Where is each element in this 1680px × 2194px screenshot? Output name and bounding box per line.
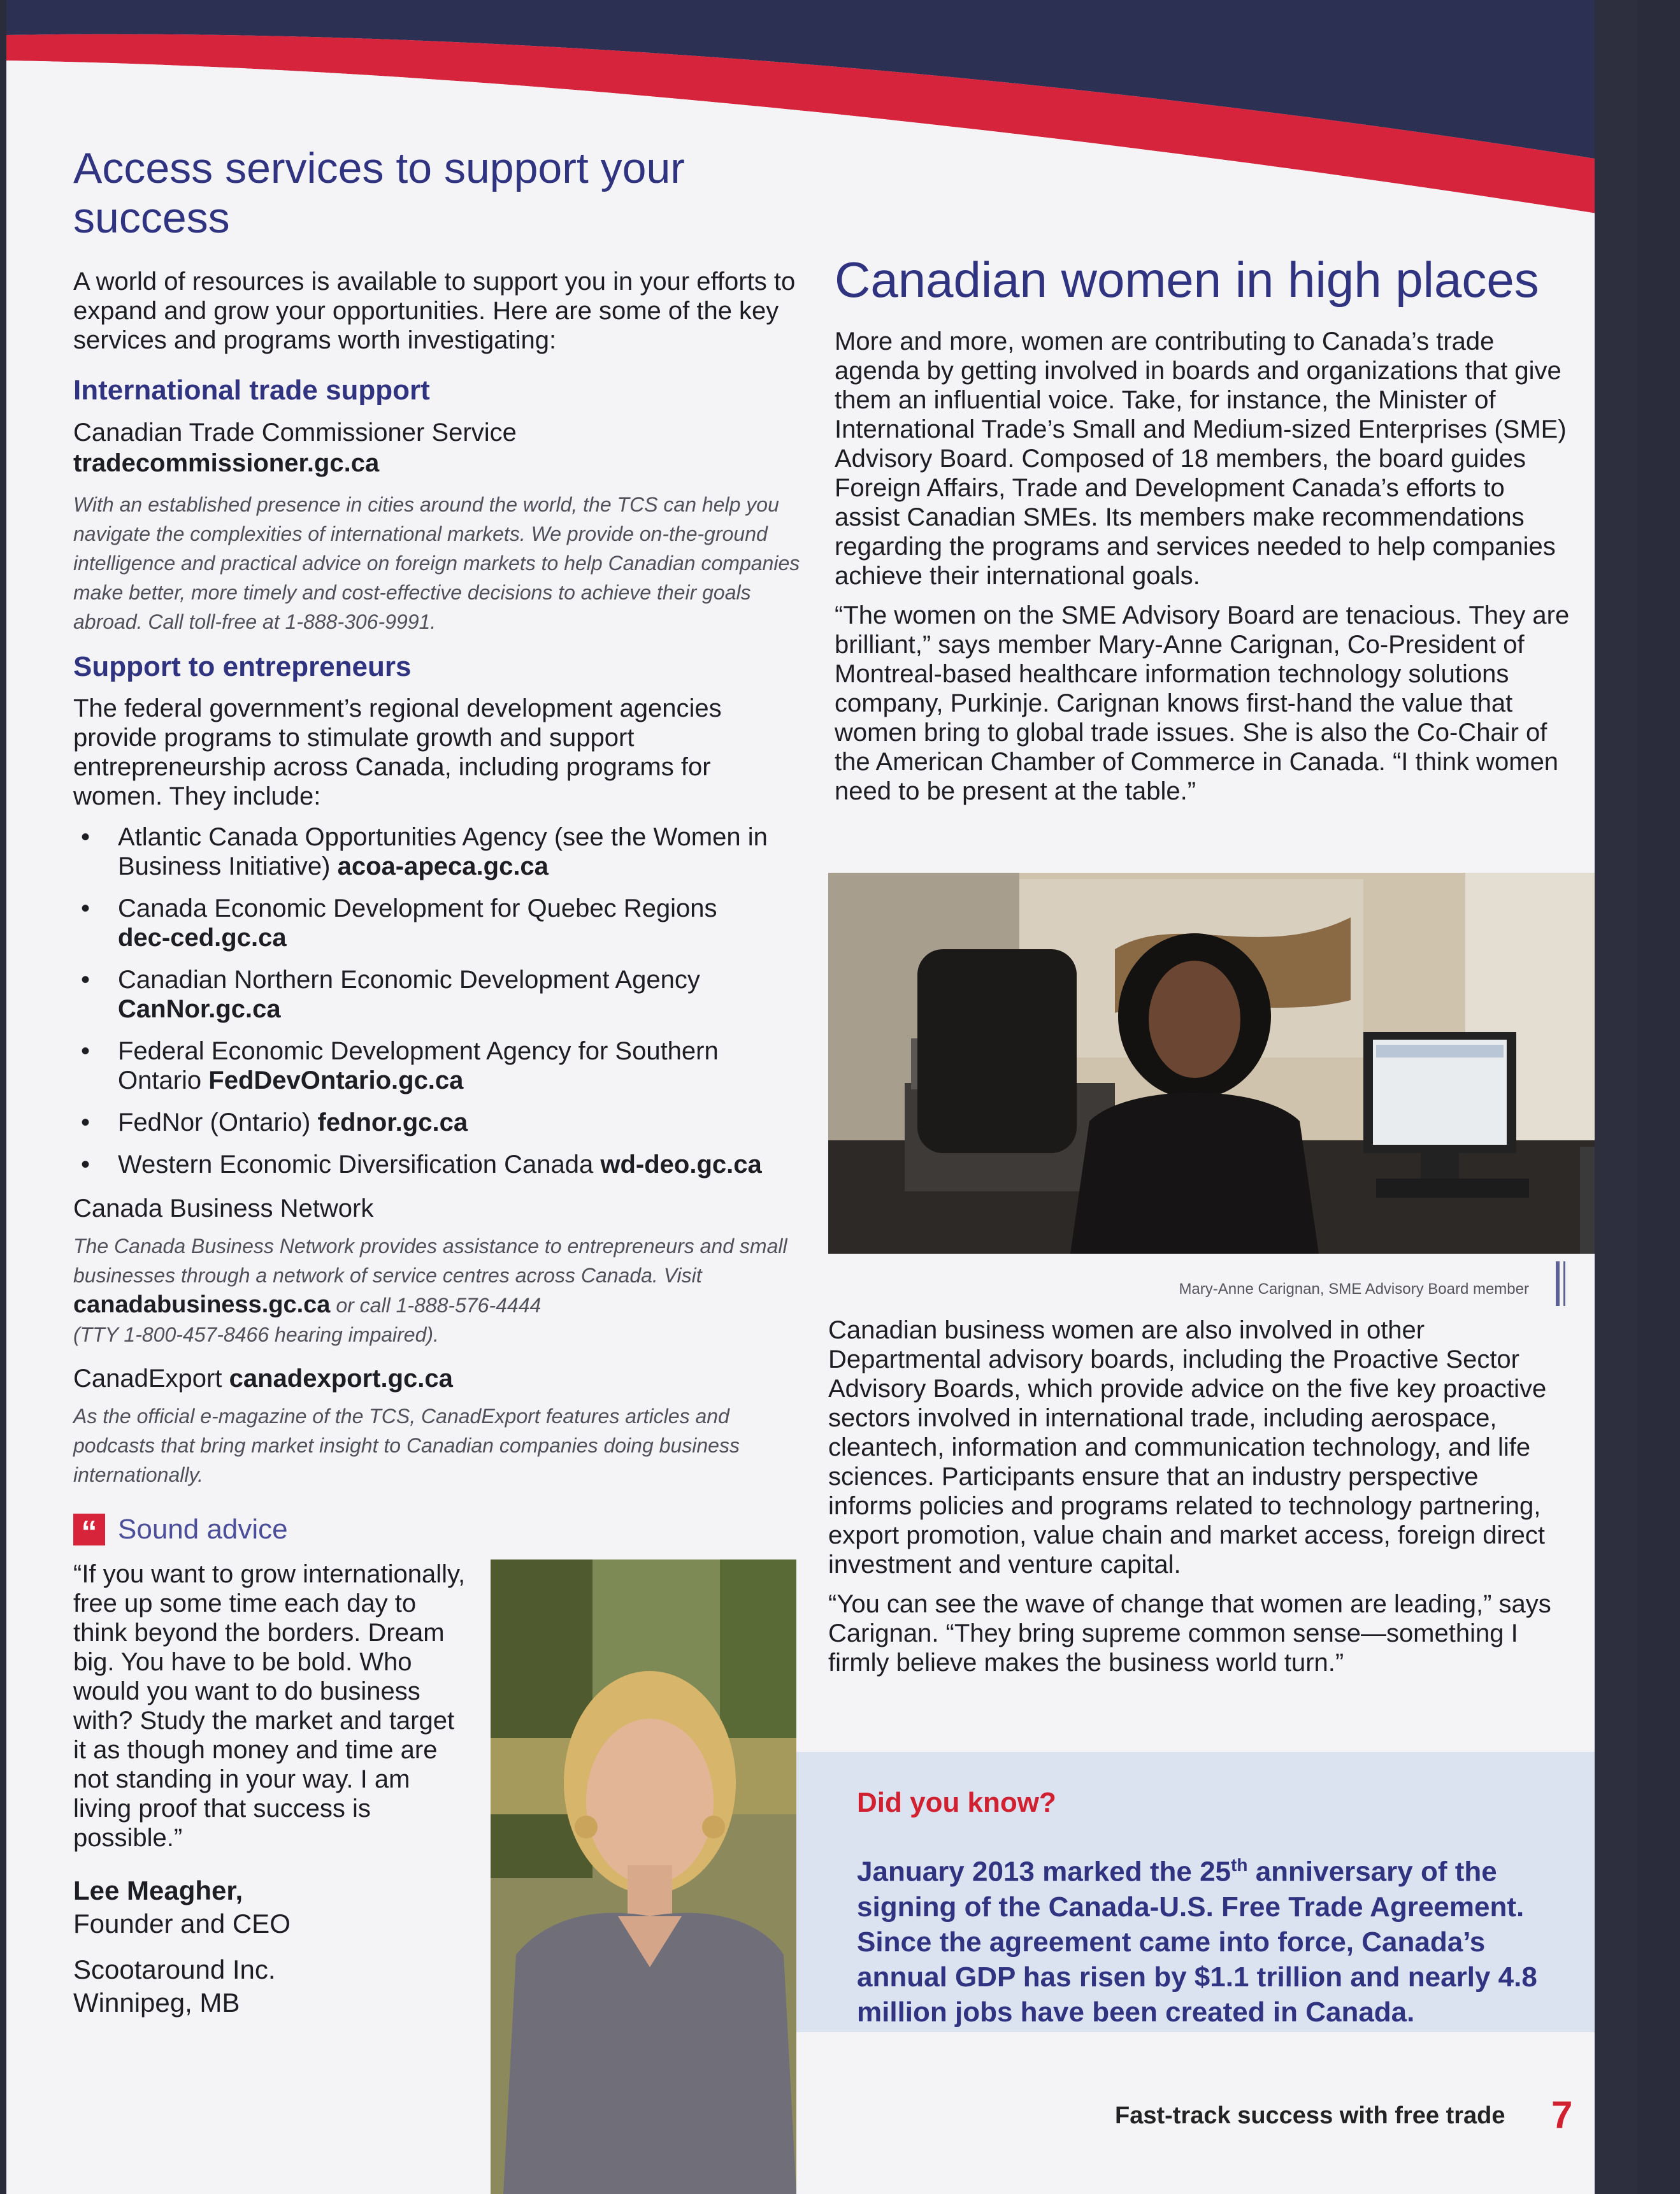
access-services-title: Access services to support your success [73, 144, 685, 242]
agency-name: Canada Economic Development for Quebec Regions [118, 894, 717, 922]
list-item [73, 1150, 803, 1179]
women-paragraph-3: Canadian business women are also involved in other Departmental advisory boards, including the Proactive Sector Advisory Boards, which provide advice on the five key proactive sectors involved in international trade, including aerospace, cleantech, information and communication technology, and life sciences. Participants ensure that an industry perspective informs policies and programs related to technology partnering, export promotion, value chain and market access, foreign direct investment and venture capital. [828, 1316, 1547, 1579]
did-you-know-box [796, 1752, 1637, 2032]
agency-name: Western Economic Diversification Canada [118, 1151, 594, 1179]
bullet-icon: • [81, 1108, 90, 1136]
footer-tagline: Fast-track success with free trade [1115, 2102, 1505, 2129]
tcs-link[interactable]: tradecommissioner.gc.ca [73, 449, 380, 477]
entrepreneurs-heading: Support to entrepreneurs [73, 651, 412, 682]
canadexport-description: As the official e-magazine of the TCS, CanadExport features articles and podcasts that bring market insight to Canadian companies doing business internationally. [73, 1405, 740, 1486]
tcs-description: With an established presence in cities around the world, the TCS can help you navigate the complexities of international markets. We provide on-the-ground intelligence and practical advice on foreign markets to help Canadian companies make better, more timely and cost-effective decisions to achieve their goals abroad. Call toll-free at 1-888-306-9991. [73, 493, 800, 633]
agency-name: Canadian Northern Economic Development Agency [118, 966, 700, 994]
cbn-visit: Visit [663, 1264, 702, 1287]
women-high-places-title: Canadian women in high places [835, 252, 1539, 308]
agency-link[interactable]: wd-deo.gc.ca [600, 1151, 762, 1179]
cbn-link[interactable]: canadabusiness.gc.ca [73, 1291, 331, 1318]
did-you-know-text [857, 1847, 1558, 2030]
page-number: 7 [1551, 2093, 1573, 2136]
cbn-name: Canada Business Network [73, 1194, 374, 1222]
quote-company: Scootaround Inc. [73, 1954, 276, 1984]
bullet-icon: • [81, 1151, 90, 1179]
lee-meagher-photo [491, 1559, 796, 2194]
bullet-icon: • [81, 966, 90, 994]
cbn-tty: (TTY 1-800-457-8466 hearing impaired). [73, 1323, 439, 1346]
women-paragraph-1: More and more, women are contributing to Canada’s trade agenda by getting involved in boards and organizations that give them an influential voice. Take, for instance, the Minister of International Trade’s Small and Medium-sized Enterprises (SME) Advisory Board. Composed of 18 members, the board guides Foreign Affairs, Trade and Development Canada’s efforts to assist Canadian SMEs. Its members make recommendations regarding the programs and services needed to help companies achieve their international goals. [835, 327, 1567, 590]
caption-divider [1563, 1261, 1565, 1306]
cbn-desc-text: The Canada Business Network provides assistance to entrepreneurs and small businesses through a network of service centres across Canada. [73, 1235, 787, 1287]
dyk-text-a: January 2013 marked the 25 [857, 1856, 1231, 1888]
magazine-page [6, 0, 1637, 2194]
bullet-icon: • [81, 894, 90, 922]
agency-name: FedNor (Ontario) [118, 1108, 311, 1136]
agency-name: Atlantic Canada Opportunities Agency (see the Women in Business Initiative) [118, 823, 768, 880]
canadexport-link[interactable]: canadexport.gc.ca [229, 1365, 453, 1393]
intro-paragraph: A world of resources is available to support you in your efforts to expand and grow your opportunities. Here are some of the key services and programs worth investigating: [73, 268, 796, 354]
list-item [73, 1036, 803, 1095]
intl-trade-heading: International trade support [73, 375, 430, 406]
quote-city: Winnipeg, MB [73, 1988, 240, 2018]
sound-advice-quote: “If you want to grow internationally, free up some time each day to think beyond the borders. Dream big. You have to be bold. Who would you want to do business with? Study the market and target it as though money and time are not standing in your way. I am living proof that success is possible.” [73, 1560, 466, 1852]
right-column-lower [828, 1316, 1567, 1677]
cbn-description [73, 1231, 803, 1349]
agency-link[interactable]: fednor.gc.ca [317, 1108, 468, 1136]
canadexport-line [73, 1363, 803, 1394]
agency-link[interactable]: FedDevOntario.gc.ca [208, 1066, 464, 1094]
list-item [73, 822, 803, 881]
quote-author-role: Founder and CEO [73, 1909, 291, 1939]
women-paragraph-4: “You can see the wave of change that women are leading,” says Carignan. “They bring supreme common sense—something I firmly believe makes the business world turn.” [828, 1590, 1551, 1677]
agency-link[interactable]: CanNor.gc.ca [118, 995, 281, 1023]
dyk-superscript: th [1231, 1855, 1248, 1875]
did-you-know-title: Did you know? [857, 1787, 1056, 1818]
quote-icon: “ [73, 1514, 105, 1545]
caption-divider [1556, 1261, 1560, 1306]
cbn-call: or call 1-888-576-4444 [336, 1294, 542, 1317]
bullet-icon: • [81, 1037, 90, 1065]
entrepreneurs-intro: The federal government’s regional development agencies provide programs to stimulate growth and support entrepreneurship across Canada, including programs for women. They include: [73, 694, 722, 810]
photo-caption: Mary-Anne Carignan, SME Advisory Board member [1179, 1280, 1529, 1298]
list-item [73, 894, 803, 952]
sound-advice-header [73, 1514, 803, 1550]
women-paragraph-2: “The women on the SME Advisory Board are tenacious. They are brilliant,” says member Mary-Anne Carignan, Co-President of Montreal-based healthcare information technology solutions company, Purkinje. Carignan knows first-hand the value that women bring to global trade issues. She is also the Co-Chair of the American Chamber of Commerce in Canada. “I think women need to be present at the table.” [835, 601, 1570, 805]
quote-author: Lee Meagher, [73, 1875, 243, 1905]
list-item [73, 1108, 803, 1137]
bullet-icon: • [81, 823, 90, 851]
agency-link[interactable]: dec-ced.gc.ca [118, 924, 287, 952]
dyk-text-b: anniversary of the signing of the Canada-U.S. Free Trade Agreement. Since the agreement came into force, Canada’s annual GDP has risen by $1.1 trillion and nearly 4.8 million jobs have been created in Canada. [857, 1856, 1537, 2028]
sound-advice-title: Sound advice [118, 1514, 288, 1545]
agency-name: Federal Economic Development Agency for Southern Ontario [118, 1037, 719, 1094]
page-edge [1595, 0, 1637, 2194]
right-column [835, 252, 1574, 806]
agency-link[interactable]: acoa-apeca.gc.ca [337, 852, 549, 880]
mary-anne-carignan-photo [828, 873, 1637, 1254]
canadexport-name: CanadExport [73, 1365, 222, 1393]
tcs-name: Canadian Trade Commissioner Service [73, 419, 517, 447]
agency-list [73, 822, 803, 1179]
list-item [73, 965, 803, 1024]
